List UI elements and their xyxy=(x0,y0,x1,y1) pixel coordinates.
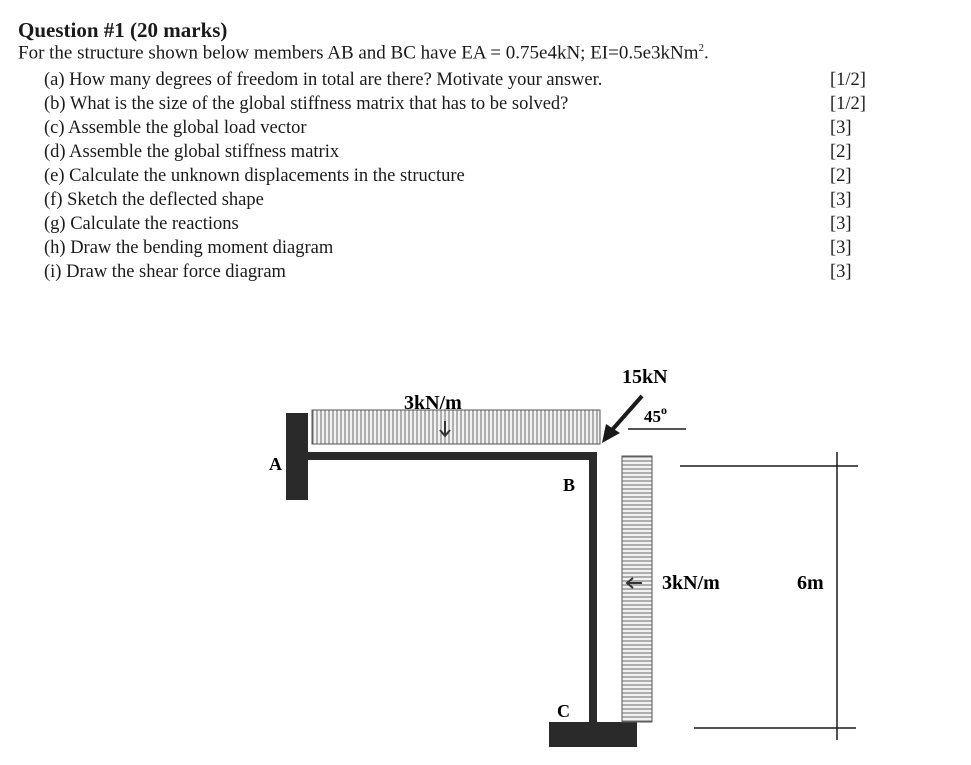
fixed-support-a xyxy=(286,413,308,500)
part-text: (a) How many degrees of freedom in total are there? Motivate your answer. xyxy=(44,70,603,90)
udl-bc-block xyxy=(622,456,652,722)
part-marks: [3] xyxy=(830,238,852,258)
part-marks: [3] xyxy=(830,214,852,234)
part-marks: [3] xyxy=(830,262,852,282)
point-load-arrow-shaft xyxy=(612,396,642,430)
list-item xyxy=(44,68,874,92)
load-angle-value: 45 xyxy=(644,407,661,426)
list-item xyxy=(44,164,874,188)
list-item xyxy=(44,212,874,236)
part-marks: [1/2] xyxy=(830,70,866,90)
part-text: (f) Sketch the deflected shape xyxy=(44,190,264,210)
node-b-label: B xyxy=(563,475,576,495)
part-marks: [3] xyxy=(830,118,852,138)
node-c-label: C xyxy=(557,701,570,721)
part-text: (i) Draw the shear force diagram xyxy=(44,262,286,282)
question-intro xyxy=(18,42,709,64)
intro-suffix: . xyxy=(704,42,709,64)
udl-ab-label: 3kN/m xyxy=(404,392,462,414)
intro-exponent: 2 xyxy=(698,42,705,54)
part-text: (c) Assemble the global load vector xyxy=(44,118,307,138)
part-marks: [1/2] xyxy=(830,94,866,114)
part-text: (d) Assemble the global stiffness matrix xyxy=(44,142,340,162)
point-load-label: 15kN xyxy=(622,366,668,388)
part-text: (b) What is the size of the global stiffness matrix that has to be solved? xyxy=(44,94,569,114)
part-text: (g) Calculate the reactions xyxy=(44,214,239,234)
list-item xyxy=(44,140,874,164)
udl-bc-label: 3kN/m xyxy=(662,572,720,594)
part-marks: [2] xyxy=(830,166,852,186)
part-text: (e) Calculate the unknown displacements in the structure xyxy=(44,166,465,186)
load-angle-unit: o xyxy=(661,403,667,417)
question-parts-list xyxy=(44,68,874,284)
fixed-support-c xyxy=(549,722,637,747)
udl-ab-block xyxy=(312,410,600,444)
list-item xyxy=(44,260,874,284)
part-text: (h) Draw the bending moment diagram xyxy=(44,238,334,258)
structure-diagram xyxy=(0,350,971,765)
node-a-label: A xyxy=(269,454,282,474)
part-marks: [2] xyxy=(830,142,852,162)
dimension-label: 6m xyxy=(797,572,824,594)
intro-text: For the structure shown below members AB and BC have EA = 0.75e4kN; EI=0.5e3kNm xyxy=(18,42,699,64)
list-item xyxy=(44,236,874,260)
list-item xyxy=(44,92,874,116)
question-title: Question #1 (20 marks) xyxy=(18,18,228,42)
load-angle-label xyxy=(644,403,667,426)
list-item xyxy=(44,188,874,212)
part-marks: [3] xyxy=(830,190,852,210)
list-item xyxy=(44,116,874,140)
